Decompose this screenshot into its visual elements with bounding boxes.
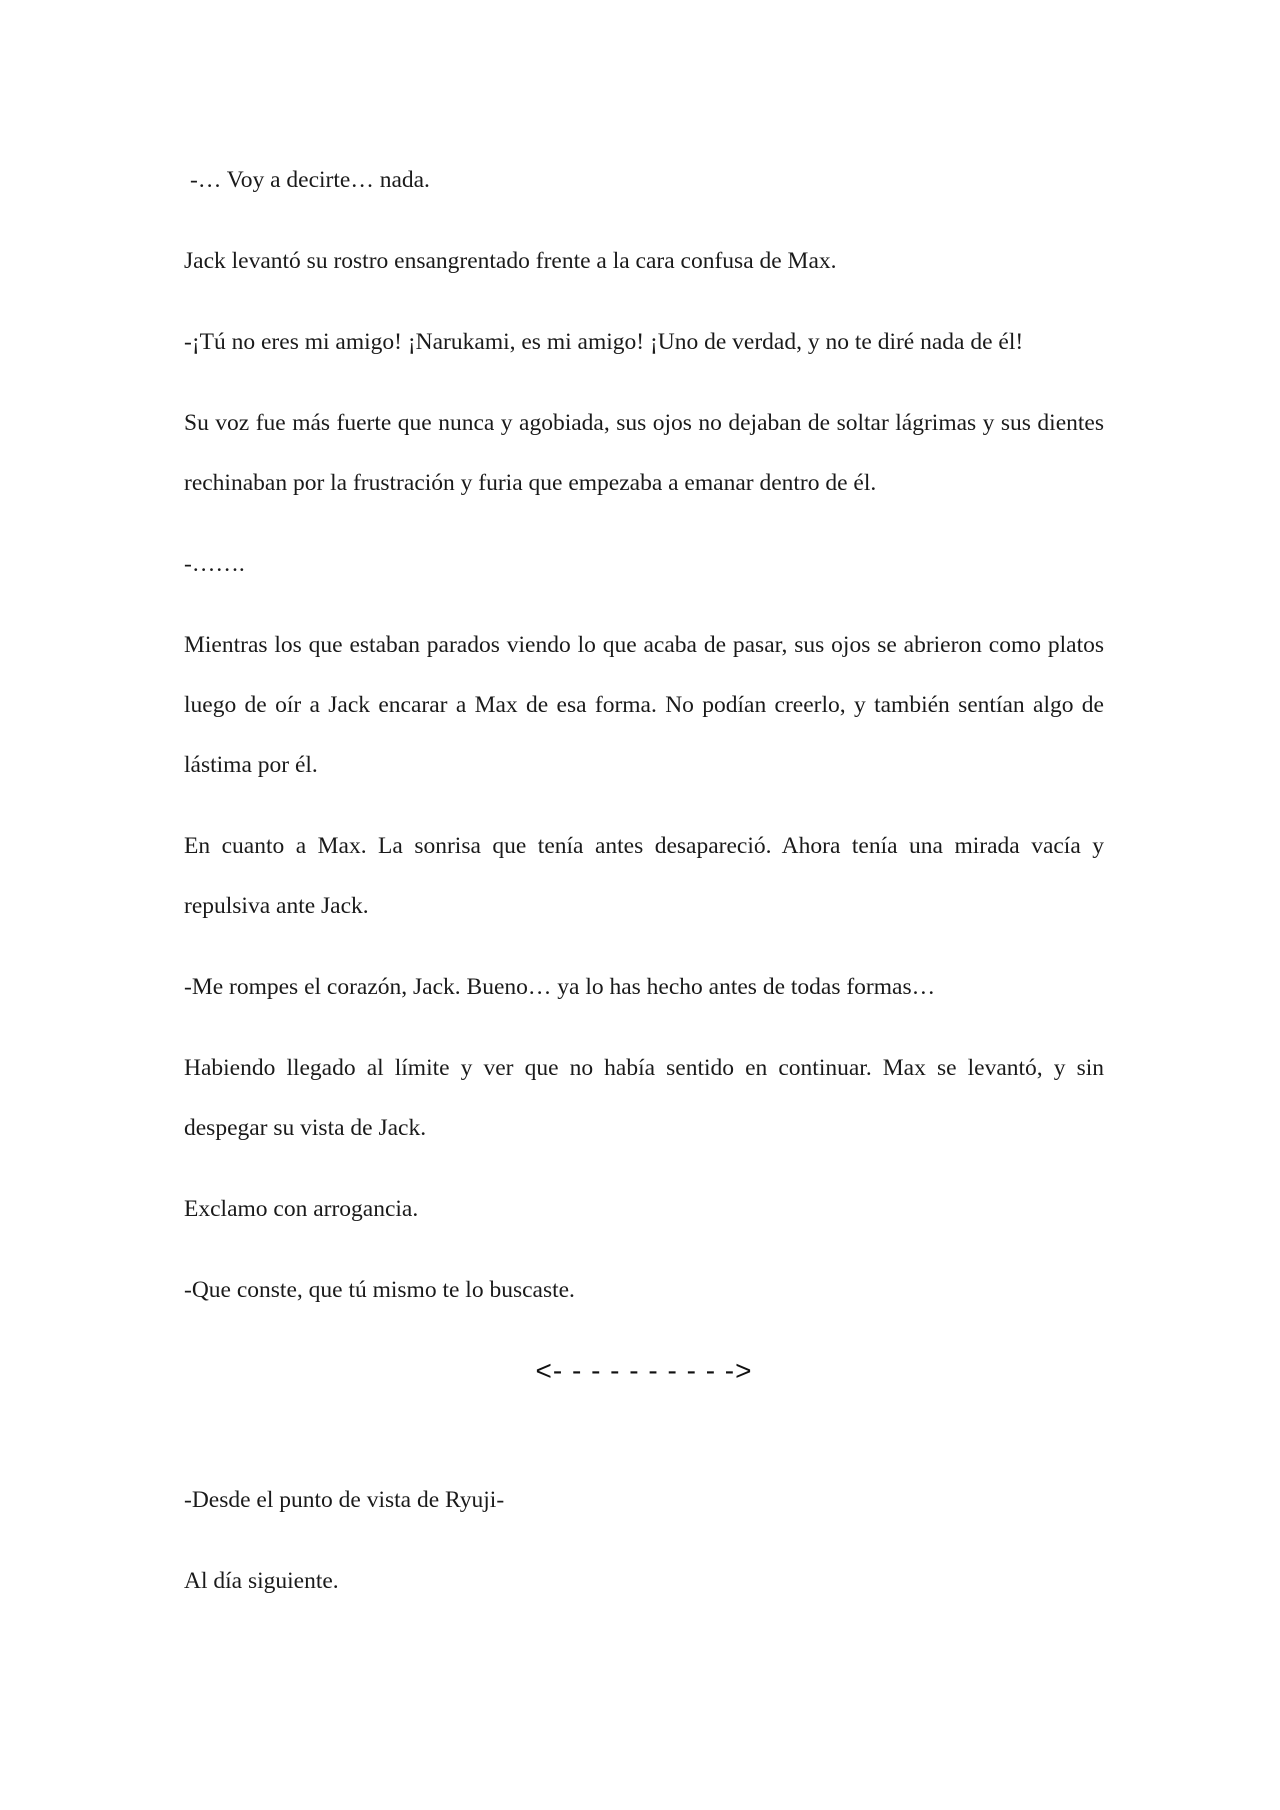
- paragraph-3: -¡Tú no eres mi amigo! ¡Narukami, es mi amigo! ¡Uno de verdad, y no te diré nada de él!: [184, 329, 1024, 355]
- paragraph-7: En cuanto a Max. La sonrisa que tenía antes desapareció. Ahora tenía una mirada vacía y repulsiva ante Jack.: [184, 833, 1104, 919]
- paragraph-9: Habiendo llegado al límite y ver que no había sentido en continuar. Max se levantó, y sin despegar su vista de Jack.: [184, 1055, 1104, 1141]
- paragraph-5: -…….: [184, 551, 245, 577]
- paragraph-next-day: Al día siguiente.: [184, 1568, 339, 1594]
- paragraph-11: -Que conste, que tú mismo te lo buscaste.: [184, 1277, 575, 1303]
- paragraph-2: Jack levantó su rostro ensangrentado frente a la cara confusa de Max.: [184, 248, 837, 274]
- document-page: [184, 150, 1104, 1632]
- paragraph-1: -… Voy a decirte… nada.: [190, 167, 430, 193]
- paragraph-10: Exclamo con arrogancia.: [184, 1196, 419, 1222]
- scene-divider: <- - - - - - - - - ->: [535, 1355, 753, 1386]
- paragraph-pov-heading: -Desde el punto de vista de Ryuji-: [184, 1487, 505, 1513]
- paragraph-4: Su voz fue más fuerte que nunca y agobiada, sus ojos no dejaban de soltar lágrimas y sus dientes rechinaban por la frustración y furia que empezaba a emanar dentro de él.: [184, 410, 1104, 496]
- paragraph-6: Mientras los que estaban parados viendo lo que acaba de pasar, sus ojos se abrieron como platos luego de oír a Jack encarar a Max de esa forma. No podían creerlo, y también sentían algo de lástima por él.: [184, 632, 1104, 778]
- paragraph-8: -Me rompes el corazón, Jack. Bueno… ya lo has hecho antes de todas formas…: [184, 974, 936, 1000]
